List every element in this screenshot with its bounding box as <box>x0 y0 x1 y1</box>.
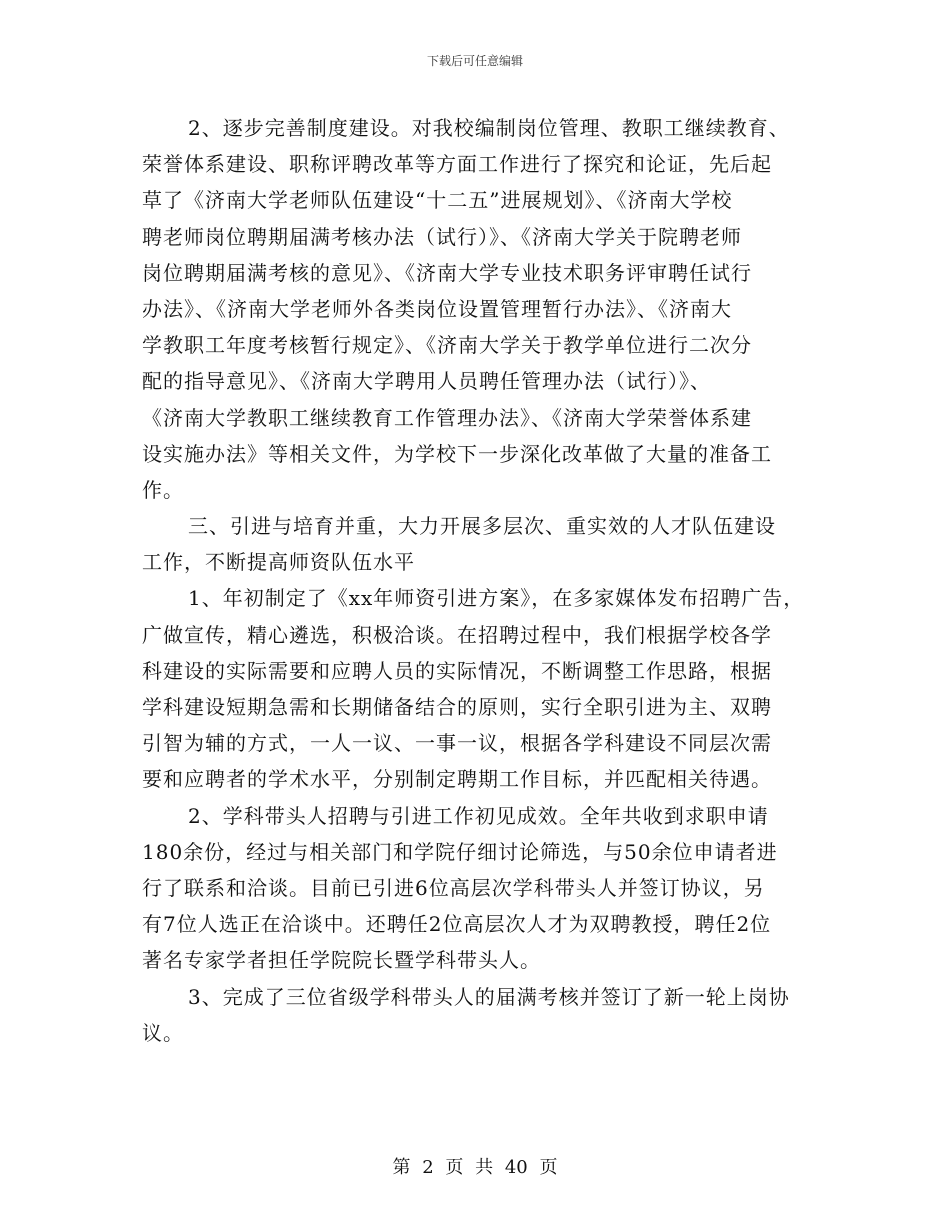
paragraph-1-line: 设实施办法》等相关文件，为学校下一步深化改革做了大量的准备工 <box>142 441 772 466</box>
paragraph-3-line: 要和应聘者的学术水平，分别制定聘期工作目标，并匹配相关待遇。 <box>142 767 772 792</box>
paragraph-3-line: 广做宣传，精心遴选，积极洽谈。在招聘过程中，我们根据学校各学 <box>142 622 772 647</box>
paragraph-1-line: 聘老师岗位聘期届满考核办法（试行）》、《济南大学关于院聘老师 <box>142 224 742 249</box>
paragraph-4-line: 著名专家学者担任学院院长暨学科带头人。 <box>142 948 541 973</box>
document-body <box>142 110 812 1051</box>
paragraph-1-line: 草了《济南大学老师队伍建设“十二五”进展规划》、《济南大学校 <box>142 188 733 213</box>
paragraph-1-line: 办法》、《济南大学老师外各类岗位设置管理暂行办法》、《济南大 <box>142 296 732 321</box>
paragraph-3-line: 科建设的实际需要和应聘人员的实际情况，不断调整工作思路，根据 <box>142 658 772 683</box>
paragraph-1-line: 《济南大学教职工继续教育工作管理办法》、《济南大学荣誉体系建 <box>142 405 752 430</box>
section-heading-line: 三、引进与培育并重，大力开展多层次、重实效的人才队伍建设 <box>188 514 776 539</box>
paragraph-3-line: 1、年初制定了《xx年师资引进方案》，在多家媒体发布招聘广告， <box>188 586 805 611</box>
paragraph-1-line: 2、逐步完善制度建设。对我校编制岗位管理、教职工继续教育、 <box>188 116 790 140</box>
paragraph-1-line: 作。 <box>142 477 184 502</box>
paragraph-1-line: 配的指导意见》、《济南大学聘用人员聘任管理办法（试行）》、 <box>142 369 711 394</box>
page-number-footer: 第 2 页 共 40 页 <box>392 1157 558 1178</box>
paragraph-4-line: 行了联系和洽谈。目前已引进6位高层次学科带头人并签订协议，另 <box>142 875 765 900</box>
page-header: 下载后可任意编辑 <box>426 54 523 68</box>
paragraph-3-line: 学科建设短期急需和长期储备结合的原则，实行全职引进为主、双聘 <box>142 695 772 719</box>
paragraph-1-line: 荣誉体系建设、职称评聘改革等方面工作进行了探究和论证，先后起 <box>142 152 772 177</box>
section-heading-line: 工作，不断提高师资队伍水平 <box>142 550 415 575</box>
paragraph-4-line: 2、学科带头人招聘与引进工作初见成效。全年共收到求职申请 <box>188 803 769 828</box>
paragraph-5-line: 议。 <box>142 1020 184 1045</box>
paragraph-4-line: 有7位人选正在洽谈中。还聘任2位高层次人才为双聘教授，聘任2位 <box>142 912 772 937</box>
paragraph-5-line: 3、完成了三位省级学科带头人的届满考核并签订了新一轮上岗协 <box>188 984 790 1009</box>
paragraph-3-line: 引智为辅的方式，一人一议、一事一议，根据各学科建设不同层次需 <box>142 731 772 756</box>
paragraph-1-line: 岗位聘期届满考核的意见》、《济南大学专业技术职务评审聘任试行 <box>142 260 752 285</box>
paragraph-4-line: 180余份，经过与相关部门和学院仔细讨论筛选，与50余位申请者进 <box>142 839 778 864</box>
paragraph-1-line: 学教职工年度考核暂行规定》、《济南大学关于教学单位进行二次分 <box>142 333 752 358</box>
